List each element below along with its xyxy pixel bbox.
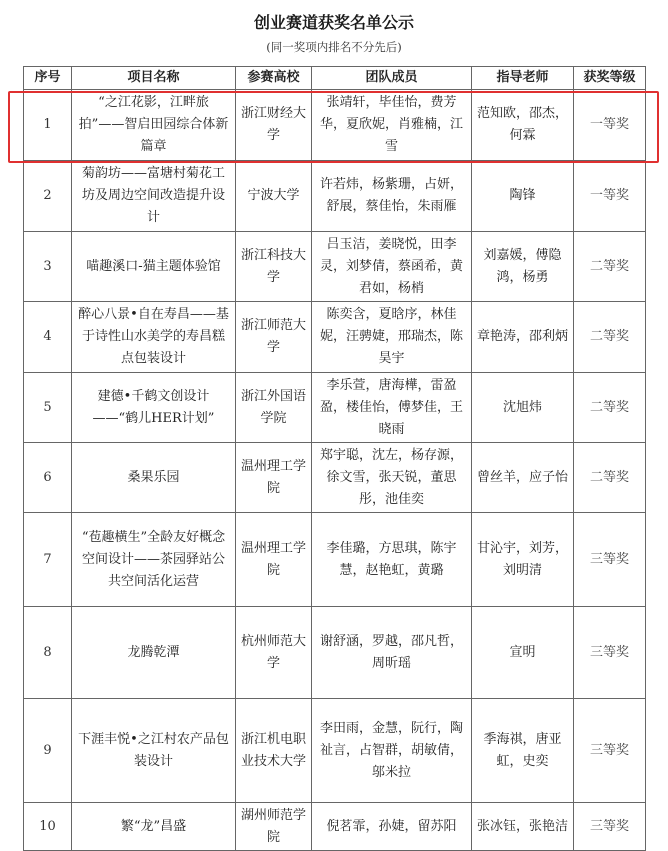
- team-members: 倪茗霏，孙婕，留苏阳: [312, 803, 472, 851]
- awards-table: [23, 66, 646, 851]
- advisors: 宣明: [472, 607, 574, 699]
- advisors: 刘嘉媛，傅隐鸿，杨勇: [472, 232, 574, 302]
- row-number: 4: [24, 302, 72, 373]
- page-title: 创业赛道获奖名单公示: [253, 13, 414, 32]
- award-level: 三等奖: [574, 513, 646, 607]
- award-level: 二等奖: [574, 373, 646, 443]
- table-row: [24, 803, 646, 851]
- project-name: 繁“龙”昌盛: [72, 803, 236, 851]
- award-level: 一等奖: [574, 90, 646, 161]
- team-members: 李乐萱，唐海樺，雷盈盈，楼佳怡，傅梦佳，王晓雨: [312, 373, 472, 443]
- column-header: 团队成员: [312, 67, 472, 90]
- team-members: 谢舒涵，罗越，邵凡哲，周昕瑶: [312, 607, 472, 699]
- project-name: 龙腾乾潭: [72, 607, 236, 699]
- row-number: 9: [24, 699, 72, 803]
- advisors: 陶锋: [472, 161, 574, 232]
- row-number: 8: [24, 607, 72, 699]
- team-members: 郑宇聪，沈左，杨存源，徐文雪，张天锐，董思彤，池佳奕: [312, 443, 472, 513]
- row-number: 2: [24, 161, 72, 232]
- project-name: 建德•千鹤文创设计——“鹤儿HER计划”: [72, 373, 236, 443]
- column-header: 序号: [24, 67, 72, 90]
- school-name: 杭州师范大学: [236, 607, 312, 699]
- team-members: 许若炜，杨紫珊，占妍，舒展，蔡佳怡，朱雨雁: [312, 161, 472, 232]
- advisors: 张冰钰，张艳洁: [472, 803, 574, 851]
- school-name: 浙江科技大学: [236, 232, 312, 302]
- award-level: 三等奖: [574, 607, 646, 699]
- column-header: 指导老师: [472, 67, 574, 90]
- team-members: 李佳璐，方思琪，陈宇慧，赵艳虹，黄璐: [312, 513, 472, 607]
- school-name: 温州理工学院: [236, 513, 312, 607]
- column-header: 获奖等级: [574, 67, 646, 90]
- award-level: 三等奖: [574, 803, 646, 851]
- team-members: 张靖轩，毕佳怡，费芳华，夏欣妮，肖雅楠，江雪: [312, 90, 472, 161]
- school-name: 浙江机电职业技术大学: [236, 699, 312, 803]
- project-name: 菊韵坊——富塘村菊花工坊及周边空间改造提升设计: [72, 161, 236, 232]
- advisors: 范知欧，邵杰，何霖: [472, 90, 574, 161]
- project-name: “苞趣横生”全龄友好概念空间设计——茶园驿站公共空间活化运营: [72, 513, 236, 607]
- table-row: [24, 699, 646, 803]
- advisors: 沈旭炜: [472, 373, 574, 443]
- award-level: 二等奖: [574, 302, 646, 373]
- school-name: 浙江师范大学: [236, 302, 312, 373]
- school-name: 浙江外国语学院: [236, 373, 312, 443]
- project-name: 下涯丰悦•之江村农产品包装设计: [72, 699, 236, 803]
- row-number: 5: [24, 373, 72, 443]
- row-number: 6: [24, 443, 72, 513]
- table-row: [24, 232, 646, 302]
- table-row: [24, 161, 646, 232]
- project-name: 喵趣溪口-猫主题体验馆: [72, 232, 236, 302]
- advisors: 甘沁宇，刘芳，刘明清: [472, 513, 574, 607]
- advisors: 季海祺，唐亚虹，史奕: [472, 699, 574, 803]
- team-members: 陈奕含，夏晗序，林佳妮，汪骋婕，邢瑞杰，陈昊宇: [312, 302, 472, 373]
- table-row: [24, 607, 646, 699]
- school-name: 温州理工学院: [236, 443, 312, 513]
- school-name: 宁波大学: [236, 161, 312, 232]
- table-header-row: [24, 67, 646, 90]
- school-name: 湖州师范学院: [236, 803, 312, 851]
- school-name: 浙江财经大学: [236, 90, 312, 161]
- table-row: [24, 90, 646, 161]
- column-header: 项目名称: [72, 67, 236, 90]
- row-number: 3: [24, 232, 72, 302]
- row-number: 10: [24, 803, 72, 851]
- row-number: 1: [24, 90, 72, 161]
- award-level: 三等奖: [574, 699, 646, 803]
- award-level: 一等奖: [574, 161, 646, 232]
- project-name: 醉心八景•自在寿昌——基于诗性山水美学的寿昌糕点包装设计: [72, 302, 236, 373]
- award-level: 二等奖: [574, 443, 646, 513]
- project-name: 桑果乐园: [72, 443, 236, 513]
- column-header: 参赛高校: [236, 67, 312, 90]
- table-row: [24, 513, 646, 607]
- page-subtitle: (同一奖项内排名不分先后): [266, 40, 402, 54]
- table-row: [24, 443, 646, 513]
- advisors: 曾丝羊，应子怡: [472, 443, 574, 513]
- advisors: 章艳涛，邵利炳: [472, 302, 574, 373]
- team-members: 吕玉洁，姜晓悦，田李灵，刘梦倩，蔡函希，黄君如，杨梢: [312, 232, 472, 302]
- table-row: [24, 373, 646, 443]
- award-level: 二等奖: [574, 232, 646, 302]
- project-name: “之江花影，江畔旅拍”——智启田园综合体新篇章: [72, 90, 236, 161]
- team-members: 李田雨，金慧，阮行，陶祉言，占智群，胡敏倩，邬米拉: [312, 699, 472, 803]
- table-row: [24, 302, 646, 373]
- row-number: 7: [24, 513, 72, 607]
